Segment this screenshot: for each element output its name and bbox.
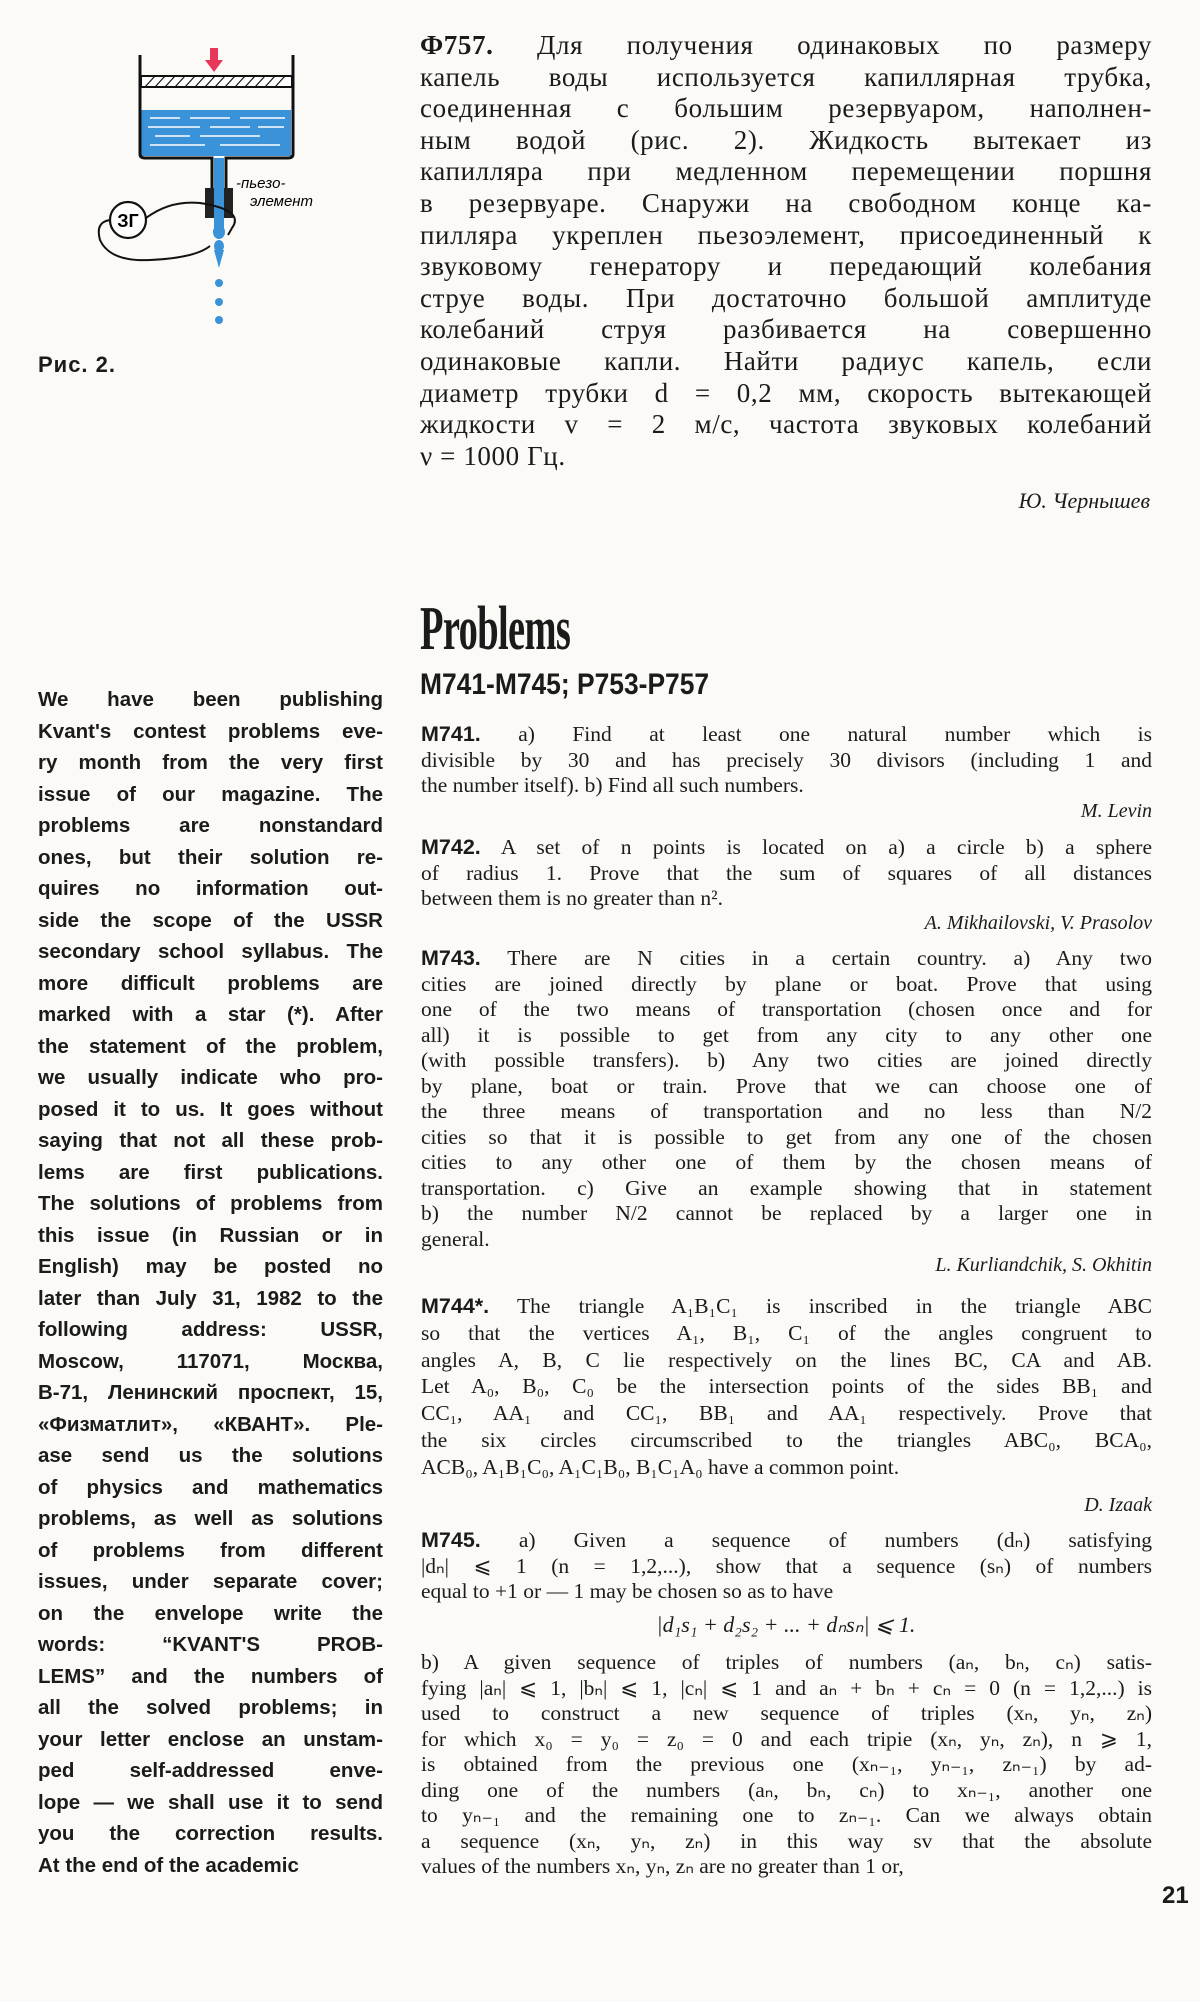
text-line bbox=[421, 997, 1152, 1023]
text-line bbox=[38, 1472, 383, 1504]
line-text: капель воды используется капиллярная трубка, bbox=[420, 61, 1152, 92]
line-text: ным водой (рис. 2). Жидкость вытекает из bbox=[420, 124, 1152, 155]
problem-m743 bbox=[421, 946, 1152, 1252]
line-text: ped self-addressed enve- bbox=[38, 1759, 383, 1782]
text-line bbox=[38, 1031, 383, 1063]
line-text: lems are first publications. bbox=[38, 1160, 383, 1184]
line-text: ν = 1000 Гц. bbox=[420, 440, 566, 471]
text-line bbox=[421, 1227, 1152, 1253]
line-text: of physics and mathematics bbox=[38, 1475, 383, 1499]
line-text: transportation. c) Give an example showing that in statement bbox=[421, 1175, 1152, 1200]
text-line bbox=[420, 188, 1152, 220]
text-line bbox=[38, 842, 383, 874]
text-line bbox=[38, 684, 383, 716]
line-text: There are N cities in a certain country. a) Any two bbox=[480, 946, 1152, 970]
line-text: quires no information out- bbox=[38, 877, 383, 900]
text-line bbox=[38, 1062, 383, 1094]
line-text: We have been publishing bbox=[38, 688, 383, 711]
line-text: so that the vertices A₁, B₁, C₁ of the angles congruent to bbox=[421, 1320, 1152, 1345]
problem-author: L. Kurliandchik, S. Okhitin bbox=[935, 1254, 1152, 1276]
line-text: words: “KVANT'S PROB- bbox=[38, 1633, 383, 1656]
problem-label: M742. bbox=[421, 835, 481, 859]
text-line bbox=[420, 409, 1152, 441]
line-text: соединенная с большим резервуаром, наполнен- bbox=[420, 93, 1152, 124]
line-text: cities to any other one of them by the chosen means of bbox=[421, 1150, 1152, 1174]
line-text: all) it is possible to get from any city to any other one bbox=[421, 1022, 1152, 1047]
text-line bbox=[421, 1701, 1152, 1727]
text-line bbox=[38, 1503, 383, 1535]
line-text: cities so that it is possible to get from any one of the chosen bbox=[421, 1124, 1152, 1149]
text-line bbox=[420, 441, 1152, 473]
text-line bbox=[38, 1661, 383, 1693]
text-line bbox=[38, 1125, 383, 1157]
text-line bbox=[38, 1377, 383, 1409]
line-text: divisible by 30 and has precisely 30 divisors (including 1 and bbox=[421, 747, 1152, 772]
piston-icon bbox=[141, 76, 292, 87]
text-line bbox=[420, 251, 1152, 283]
line-text: ase send us the solutions bbox=[38, 1444, 383, 1467]
figure-caption: Рис. 2. bbox=[38, 352, 117, 377]
text-line bbox=[38, 1440, 383, 1472]
line-text: Let A₀, B₀, C₀ be the intersection points of the sides BB₁ and bbox=[421, 1374, 1152, 1399]
line-text: your letter enclose an unstam- bbox=[38, 1727, 383, 1751]
problem-label: M745. bbox=[421, 1528, 481, 1552]
line-text: the number itself). b) Find all such numbers. bbox=[421, 773, 804, 797]
line-text: values of the numbers xₙ, yₙ, zₙ are no greater than 1 or, bbox=[421, 1854, 904, 1878]
line-text: the statement of the problem, bbox=[38, 1034, 383, 1058]
line-text: ones, but their solution re- bbox=[38, 845, 383, 869]
text-line bbox=[421, 1854, 1152, 1880]
line-text: to yₙ₋₁ and the remaining one to zₙ₋₁. Can we always obtain bbox=[421, 1803, 1152, 1827]
intro-text bbox=[38, 684, 383, 1881]
line-text: ding one of the numbers (aₙ, bₙ, cₙ) to xₙ₋₁, another one bbox=[421, 1777, 1152, 1802]
text-line bbox=[421, 861, 1152, 887]
line-text: following address: USSR, bbox=[38, 1318, 383, 1341]
line-text: CC₁, AA₁ and CC₁, BB₁ and AA₁ respectively. Prove that bbox=[421, 1401, 1152, 1426]
line-text: одинаковые капли. Найти радиус капель, если bbox=[420, 345, 1152, 376]
text-line bbox=[421, 1099, 1152, 1125]
line-text: (with possible transfers). b) Any two cities are joined directly bbox=[421, 1048, 1152, 1072]
line-text: жидкости v = 2 м/с, частота звуковых колебаний bbox=[420, 409, 1152, 440]
text-line bbox=[421, 1829, 1152, 1855]
text-line bbox=[38, 1724, 383, 1756]
line-text: ACB₀, A₁B₁C₀, A₁C₁B₀, B₁C₁A₀ have a common point. bbox=[421, 1454, 900, 1479]
figure-capillary-apparatus bbox=[90, 40, 350, 340]
line-text: LEMS” and the numbers of bbox=[38, 1664, 383, 1688]
problem-author: M. Levin bbox=[1080, 800, 1152, 822]
text-line bbox=[421, 972, 1152, 998]
line-text: saying that not all these prob- bbox=[38, 1129, 383, 1152]
text-line bbox=[420, 125, 1152, 157]
text-line bbox=[38, 1346, 383, 1378]
text-line bbox=[421, 722, 1152, 748]
text-line bbox=[421, 1752, 1152, 1778]
text-line bbox=[421, 1528, 1152, 1554]
line-text: the six circles circumscribed to the triangles ABC₀, BCA₀, bbox=[421, 1427, 1152, 1452]
text-line bbox=[38, 1283, 383, 1315]
text-line bbox=[421, 1074, 1152, 1100]
line-text: диаметр трубки d = 0,2 мм, скорость вытекающей bbox=[420, 377, 1152, 408]
text-line bbox=[38, 1850, 383, 1882]
line-text: issue of our magazine. The bbox=[38, 782, 383, 806]
text-line bbox=[38, 1692, 383, 1724]
problem-author: Ю. Чернышев bbox=[1018, 488, 1150, 513]
line-text: Moscow, 117071, Москва, bbox=[38, 1349, 383, 1373]
line-text: we usually indicate who pro- bbox=[38, 1066, 383, 1089]
line-text: marked with a star (*). After bbox=[38, 1003, 383, 1026]
text-line bbox=[421, 1347, 1152, 1374]
line-text: equal to +1 or — 1 may be chosen so as to have bbox=[421, 1579, 834, 1603]
text-line bbox=[38, 779, 383, 811]
problem-m745-part-b bbox=[421, 1650, 1152, 1880]
text-line bbox=[421, 1727, 1152, 1753]
problem-label: M741. bbox=[421, 722, 481, 746]
text-line bbox=[420, 62, 1152, 94]
arrow-down-icon bbox=[205, 48, 223, 72]
text-line bbox=[421, 1400, 1152, 1427]
line-text: you the correction results. bbox=[38, 1822, 383, 1845]
line-text: ry month from the very first bbox=[38, 751, 383, 774]
text-line bbox=[421, 1176, 1152, 1202]
page-title: Problems bbox=[420, 595, 571, 663]
line-text: колебаний струя разбивается на совершенно bbox=[420, 314, 1152, 345]
problem-m744 bbox=[421, 1293, 1152, 1481]
text-line bbox=[421, 1454, 1152, 1481]
line-text: of problems from different bbox=[38, 1538, 383, 1562]
text-line bbox=[420, 93, 1152, 125]
line-text: a) Find at least one natural number which is bbox=[480, 722, 1152, 746]
line-text: side the scope of the USSR bbox=[38, 908, 383, 932]
text-line bbox=[38, 810, 383, 842]
line-text: issues, under separate cover; bbox=[38, 1570, 383, 1593]
line-text: пилляра укреплен пьезоэлемент, присоединенный к bbox=[420, 219, 1152, 250]
line-text: Для получения одинаковых по размеру bbox=[493, 30, 1152, 60]
problem-author: A. Mikhailovski, V. Prasolov bbox=[924, 912, 1152, 934]
text-line bbox=[421, 1048, 1152, 1074]
text-line bbox=[421, 1803, 1152, 1829]
text-line bbox=[38, 1251, 383, 1283]
problem-label: M743. bbox=[421, 946, 481, 970]
line-text: a) Given a sequence of numbers (dₙ) satisfying bbox=[480, 1528, 1152, 1552]
line-text: звуковому генератору и передающий колебания bbox=[420, 251, 1152, 282]
text-line bbox=[421, 1150, 1152, 1176]
line-text: of radius 1. Prove that the sum of squares of all distances bbox=[421, 860, 1152, 885]
text-line bbox=[421, 1778, 1152, 1804]
text-line bbox=[420, 314, 1152, 346]
formula: |d₁s₁ + d₂s₂ + ... + dₙsₙ| ⩽ 1. bbox=[656, 1612, 916, 1637]
line-text: fying |aₙ| ⩽ 1, |bₙ| ⩽ 1, |cₙ| ⩽ 1 and aₙ + bₙ + cₙ = 0 (n = 1,2,...) is bbox=[421, 1675, 1152, 1700]
line-text: в резервуаре. Снаружи на свободном конце ка- bbox=[420, 187, 1152, 218]
line-text: general. bbox=[421, 1226, 490, 1251]
text-line bbox=[38, 1314, 383, 1346]
line-text: problems are nonstandard bbox=[38, 814, 383, 837]
text-line bbox=[421, 886, 1152, 912]
line-text: later than July 31, 1982 to the bbox=[38, 1286, 383, 1310]
problem-f757 bbox=[420, 30, 1152, 472]
piezo-label-1: -пьезо- bbox=[236, 175, 286, 192]
text-line bbox=[38, 1818, 383, 1850]
line-text: b) the number N/2 cannot be replaced by a larger one in bbox=[421, 1201, 1152, 1225]
text-line bbox=[421, 1427, 1152, 1454]
line-text: is obtained from the previous one (xₙ₋₁, yₙ₋₁, zₙ₋₁) by ad- bbox=[421, 1752, 1152, 1776]
text-line bbox=[38, 1566, 383, 1598]
text-line bbox=[421, 835, 1152, 861]
line-text: the three means of transportation and no less than N/2 bbox=[421, 1099, 1152, 1123]
text-line bbox=[421, 1650, 1152, 1676]
line-text: капилляра при медленном перемещении поршня bbox=[420, 156, 1152, 187]
line-text: B-71, Ленинский проспект, 15, bbox=[38, 1381, 383, 1404]
text-line bbox=[421, 1320, 1152, 1347]
line-text: cities are joined directly by plane or boat. Prove that using bbox=[421, 971, 1152, 996]
line-text: for which x₀ = y₀ = z₀ = 0 and each tripie (xₙ, yₙ, zₙ), n ⩾ 1, bbox=[421, 1726, 1152, 1751]
problem-m741 bbox=[421, 722, 1152, 799]
line-text: angles A, B, C lie respectively on the lines BC, CA and AB. bbox=[421, 1347, 1152, 1372]
text-line bbox=[421, 748, 1152, 774]
line-text: |dₙ| ⩽ 1 (n = 1,2,...), show that a sequence (sₙ) of numbers bbox=[421, 1553, 1152, 1578]
line-text: English) may be posted no bbox=[38, 1255, 383, 1278]
text-line bbox=[421, 1676, 1152, 1702]
line-text: a sequence (xₙ, yₙ, zₙ) in this way sv that the absolute bbox=[421, 1828, 1152, 1853]
line-text: by plane, boat or train. Prove that we can choose one of bbox=[421, 1073, 1152, 1098]
problem-m742 bbox=[421, 835, 1152, 912]
text-line bbox=[421, 773, 1152, 799]
text-line bbox=[421, 946, 1152, 972]
text-line bbox=[421, 1293, 1152, 1320]
text-line bbox=[421, 1125, 1152, 1151]
text-line bbox=[421, 1023, 1152, 1049]
line-text: posed it to us. It goes without bbox=[38, 1097, 383, 1121]
text-line bbox=[38, 1409, 383, 1441]
line-text: on the envelope write the bbox=[38, 1601, 383, 1625]
line-text: Kvant's contest problems eve- bbox=[38, 719, 383, 743]
text-line bbox=[38, 1755, 383, 1787]
text-line bbox=[38, 1157, 383, 1189]
text-line bbox=[421, 1201, 1152, 1227]
text-line bbox=[420, 220, 1152, 252]
text-line bbox=[420, 30, 1152, 62]
page-subtitle: M741-M745; P753-P757 bbox=[420, 668, 710, 701]
text-line bbox=[38, 1094, 383, 1126]
line-text: used to construct a new sequence of triples (xₙ, yₙ, zₙ) bbox=[421, 1701, 1152, 1725]
text-line bbox=[38, 1787, 383, 1819]
problem-label: Ф757. bbox=[420, 30, 494, 60]
line-text: A set of n points is located on a) a circle b) a sphere bbox=[480, 835, 1152, 859]
text-line bbox=[421, 1373, 1152, 1400]
text-line bbox=[38, 1535, 383, 1567]
problem-label: M744*. bbox=[421, 1294, 490, 1318]
problem-m745 bbox=[421, 1528, 1152, 1605]
line-text: more difficult problems are bbox=[38, 971, 383, 995]
problem-author: D. Izaak bbox=[1084, 1494, 1152, 1516]
text-line bbox=[420, 283, 1152, 315]
line-text: this issue (in Russian or in bbox=[38, 1223, 383, 1247]
line-text: струе воды. При достаточно большой амплитуде bbox=[420, 282, 1152, 313]
text-line bbox=[38, 1220, 383, 1252]
text-line bbox=[38, 999, 383, 1031]
line-text: The solutions of problems from bbox=[38, 1192, 383, 1215]
line-text: between them is no greater than n². bbox=[421, 886, 723, 910]
text-line bbox=[421, 1579, 1152, 1605]
generator-label: ЗГ bbox=[117, 211, 139, 231]
line-text: At the end of the academic bbox=[38, 1853, 299, 1877]
apparatus-diagram bbox=[90, 40, 350, 340]
line-text: all the solved problems; in bbox=[38, 1696, 383, 1719]
line-text: The triangle A₁B₁C₁ is inscribed in the triangle ABC bbox=[489, 1294, 1152, 1318]
line-text: secondary school syllabus. The bbox=[38, 940, 383, 963]
text-line bbox=[38, 936, 383, 968]
line-text: «Физматлит», «КВАНТ». Ple- bbox=[38, 1412, 383, 1436]
line-text: lope — we shall use it to send bbox=[38, 1790, 383, 1814]
line-text: problems, as well as solutions bbox=[38, 1507, 383, 1530]
page-number: 21 bbox=[1162, 1882, 1189, 1909]
piezo-label-2: элемент bbox=[250, 193, 314, 210]
text-line bbox=[38, 716, 383, 748]
text-line bbox=[420, 346, 1152, 378]
text-line bbox=[38, 1188, 383, 1220]
text-line bbox=[38, 873, 383, 905]
text-line bbox=[420, 378, 1152, 410]
text-line bbox=[420, 156, 1152, 188]
text-line bbox=[38, 747, 383, 779]
text-line bbox=[38, 968, 383, 1000]
text-line bbox=[38, 905, 383, 937]
line-text: one of the two means of transportation (chosen once and for bbox=[421, 997, 1152, 1021]
line-text: b) A given sequence of triples of numbers (aₙ, bₙ, cₙ) satis- bbox=[421, 1650, 1152, 1674]
water-drops-icon bbox=[213, 225, 225, 324]
text-line bbox=[421, 1554, 1152, 1580]
